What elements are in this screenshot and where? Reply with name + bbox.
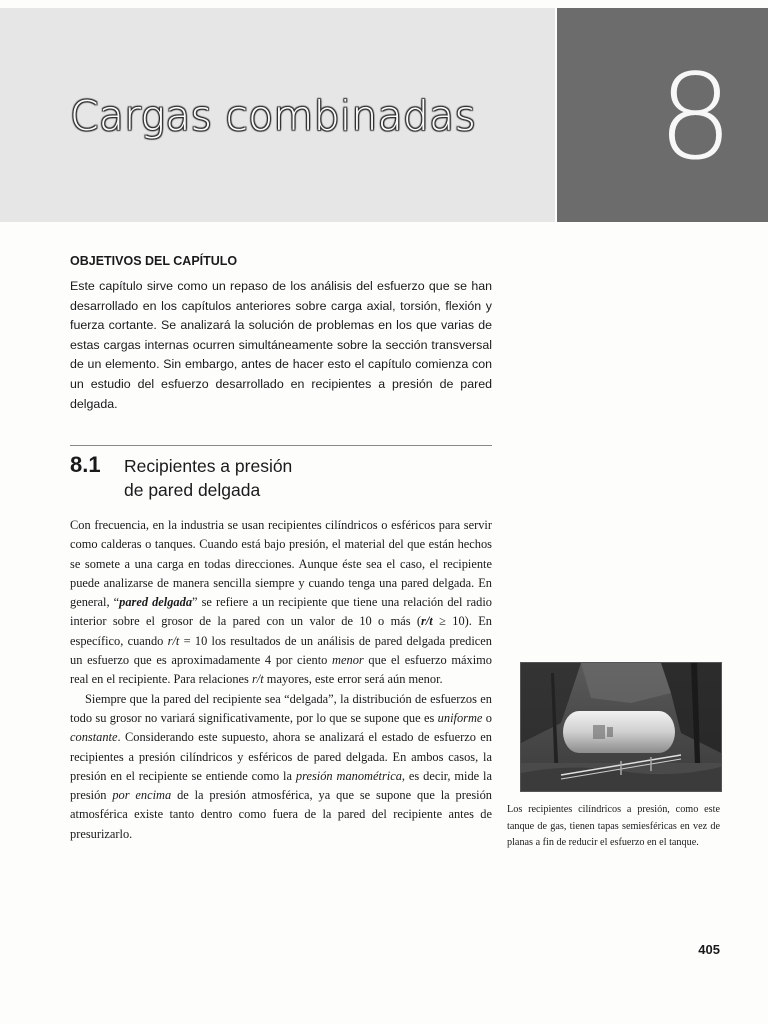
- gas-tank-photo: [520, 662, 722, 792]
- chapter-number: 8: [657, 48, 733, 186]
- text-run: o: [482, 710, 492, 725]
- emphasis-text: por encima: [112, 788, 172, 803]
- section-title-line1: Recipientes a presión: [124, 456, 293, 476]
- paragraph-1: [70, 516, 492, 690]
- emphasis-text: menor: [332, 653, 364, 668]
- text-run: que el esfuerzo máximo real en el recipiente. Para relaciones: [70, 653, 492, 687]
- chapter-number-box: [557, 8, 768, 222]
- paragraph-2: [70, 690, 492, 844]
- section-number: 8.1: [70, 452, 101, 477]
- main-text: [70, 516, 492, 844]
- objectives-body: Este capítulo sirve como un repaso de los análisis del esfuerzo que se han desarrollado en los capítulos anteriores sobre carga axial, torsión, flexión y fuerza cortante. Se analizará la solución de problemas en los que varias de estas cargas internas ocurren simultáneamente sobre la sección transversal de un elemento. Sin embargo, antes de hacer esto el capítulo comienza con un estudio del esfuerzo desarrollado en recipientes a presión de pared delgada.: [70, 279, 492, 411]
- section-title-line2: de pared delgada: [124, 480, 261, 500]
- page-number: 405: [698, 942, 720, 957]
- ratio-symbol: r/t: [251, 672, 264, 687]
- text-run: . Considerando este supuesto, ahora se analizará el estado de esfuerzo en recipientes a presión cilíndricos y esféricos de pared delgada. En ambos casos, la presión en el recipiente se entiende como la: [70, 730, 492, 783]
- emphasis-text: pared delgada: [119, 595, 193, 610]
- section-title: [124, 454, 454, 502]
- objectives-heading: OBJETIVOS DEL CAPÍTULO: [70, 254, 238, 268]
- text-run: de la presión atmosférica, ya que se supone que la presión atmosférica existe tanto dentro como fuera de la pared del recipiente antes de presurizarlo.: [70, 788, 492, 841]
- ratio-symbol: r/t: [167, 633, 180, 648]
- figure-caption: Los recipientes cilíndricos a presión, como este tanque de gas, tienen tapas semiesféricas en vez de planas a fin de reducir el esfuerzo en el tanque.: [507, 804, 720, 849]
- chapter-title: Cargas combinadas: [70, 92, 477, 140]
- text-run: = 10 los resultados de un análisis de pared delgada predicen un esfuerzo que es aproximadamente 4 por ciento: [70, 633, 493, 668]
- emphasis-text: presión manométrica: [295, 768, 402, 783]
- emphasis-text: constante: [70, 730, 118, 745]
- text-run: , es decir, mide la presión: [70, 768, 492, 803]
- section-divider: [70, 445, 492, 446]
- text-run: ” se refiere a un recipiente que tiene una relación del radio interior sobre el grosor de la pared con un valor de 10 o más (: [70, 595, 492, 629]
- text-run: ≥ 10). En específico, cuando: [70, 614, 492, 648]
- text-run: Siempre que la pared del recipiente sea “delgada”, la distribución de esfuerzos en todo su grosor no variará significativamente, por lo que se supone que es: [70, 691, 492, 725]
- text-run: mayores, este error será aún menor.: [263, 672, 443, 687]
- emphasis-text: uniforme: [437, 710, 483, 725]
- ratio-symbol: r/t: [421, 614, 433, 629]
- text-run: Con frecuencia, en la industria se usan recipientes cilíndricos o esféricos para servir como calderas o tanques. Cuando está bajo presión, el material del que están hechos se somete a una carga en todas direcciones. Aunque éste sea el caso, el recipiente puede analizarse de manera sencilla siempre y cuando tenga una pared delgada. En general, “: [70, 518, 492, 610]
